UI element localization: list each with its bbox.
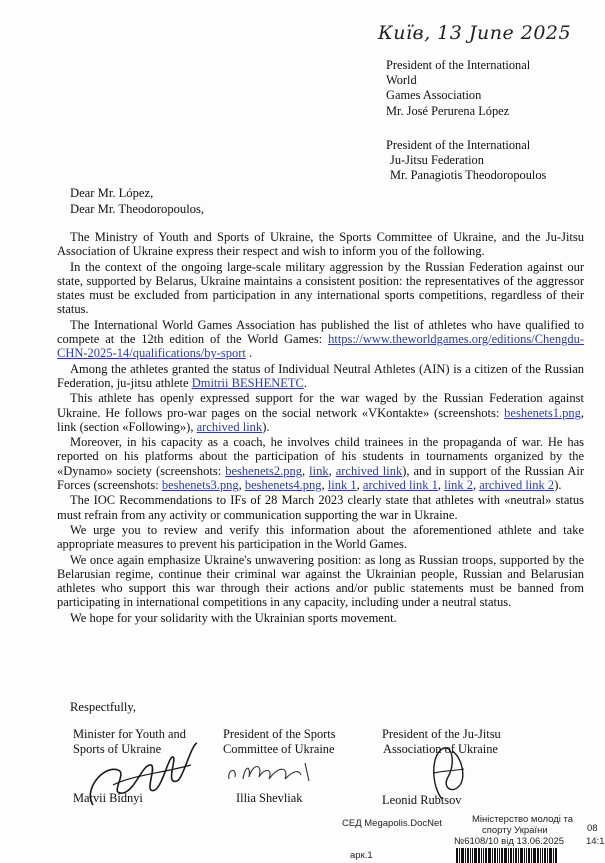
sheet-number: арк.1: [350, 850, 373, 861]
signatory-title: President of the Sports: [223, 727, 336, 741]
closing: Respectfully,: [70, 700, 136, 714]
paragraph: [57, 435, 584, 492]
paragraph: We hope for your solidarity with the Ukrainian sports movement.: [70, 610, 397, 625]
separator: ,: [472, 478, 477, 493]
salutation: [70, 186, 204, 217]
paragraph-text: The International World Games Association has published the list of athletes who have qualified to compete at the 12th edition of the World Games:: [57, 317, 584, 347]
salutation-line: Dear Mr. López,: [70, 186, 154, 200]
separator: ,: [437, 478, 441, 493]
recipient-line: President of the International: [386, 138, 531, 152]
paragraph-text: Among the athletes granted the status of Individual Neutral Athletes (AIN) is a citizen of the Russian Federation, ju-jitsu athlete: [57, 361, 584, 390]
athlete-profile-link[interactable]: Dmitrii BESHENETC: [191, 375, 304, 390]
signatory-title: Committee of Ukraine: [223, 742, 335, 756]
separator: ,: [356, 478, 360, 493]
stamp-line: спорту України: [482, 825, 548, 836]
paragraph: The IOC Recommendations to IFs of 28 March 2023 clearly state that athletes with «neutral» status must refrain from any activity or communication supporting the war in Ukraine.: [57, 493, 584, 522]
recipient-line: Ju-Jitsu Federation: [390, 153, 484, 168]
separator: ,: [328, 463, 332, 478]
archived-link[interactable]: archived link: [335, 463, 403, 478]
separator: ,: [238, 478, 242, 493]
paragraph-text: This athlete has openly expressed support for the war waged by the Russian Federation against Ukraine. He follows pro-war pages on the social network «VKontakte» (screenshots:: [57, 391, 584, 420]
stamp-line: №6108/10 від 13.06.2025: [454, 836, 565, 847]
archived-link[interactable]: archived link: [196, 419, 263, 434]
signatory-title: President of the Ju-Jitsu: [382, 727, 501, 741]
paragraph-text: ).: [554, 478, 562, 493]
paragraph-text: ), and in support of the Russian Air Forces (screenshots:: [57, 463, 585, 493]
signature-committee-icon: [223, 757, 333, 787]
recipient-block-iwga: [386, 58, 530, 119]
signatory-title: Minister for Youth and: [73, 727, 186, 741]
paragraph: [57, 391, 584, 434]
signatory-name: Leonid Rubtsov: [382, 793, 462, 807]
paragraph: We once again emphasize Ukraine's unwavering position: as long as Russian troops, supported by the Belarusian regime, continue their criminal war against the Ukrainian people, Russian and Belarusian athletes who support this war through their actions and/or public statements must be banned from participating in international competitions in any capacity, including under a neutral status.: [57, 552, 584, 610]
world-games-qualifications-link[interactable]: https://www.theworldgames.org/editions/Chengdu-CHN-2025-14/qualifications/by-sport: [57, 332, 584, 361]
screenshot-link[interactable]: beshenets2.png: [225, 463, 302, 478]
paragraph: We urge you to review and verify this information about the aforementioned athlete and take appropriate measures to prevent his participation in the World Games.: [57, 522, 584, 552]
doc-system-label: СЕД Megapolis.DocNet: [342, 818, 442, 829]
signatory-minister: [73, 727, 223, 827]
paragraph: In the context of the ongoing large-scale military aggression by the Russian Federation against our state, supported by Belarus, Ukraine maintains a consistent position: the representatives of the aggressor states must be excluded from participation in any international sports competitions, regardless of their status.: [57, 259, 584, 317]
separator: ,: [301, 463, 306, 478]
screenshot-link[interactable]: beshenets4.png: [244, 478, 322, 493]
source-link[interactable]: link: [309, 463, 329, 478]
paragraph-text: .: [249, 346, 253, 361]
separator: ,: [321, 478, 325, 493]
archived-link[interactable]: archived link 1: [362, 478, 438, 493]
recipient-line: World: [386, 73, 417, 88]
archived-link[interactable]: archived link 2: [479, 478, 555, 493]
recipient-block-jjif: [386, 138, 546, 184]
recipient-line: Mr. Panagiotis Theodoropoulos: [390, 168, 547, 183]
paragraph: The Ministry of Youth and Sports of Ukraine, the Sports Committee of Ukraine, and the Ju-Jitsu Association of Ukraine express their respect and wish to inform you of the following.: [57, 230, 584, 259]
handwritten-date: Київ, 13 June 2025: [378, 22, 572, 44]
screenshot-link[interactable]: beshenets1.png: [504, 405, 581, 420]
recipient-line: Games Association: [386, 88, 482, 103]
signatory-title: Association of Ukraine: [383, 742, 498, 756]
stamp-code: 14:1: [586, 836, 605, 847]
signatory-sports-committee: [223, 727, 373, 827]
registration-stamp: [454, 814, 574, 847]
signatory-name: Illia Shevliak: [236, 791, 303, 805]
salutation-line: Dear Mr. Theodoropoulos,: [70, 201, 205, 216]
recipient-line: Mr. José Perurena López: [386, 103, 510, 118]
screenshot-link[interactable]: beshenets3.png: [161, 478, 239, 493]
paragraph: [57, 318, 584, 361]
paragraph-text: Moreover, in his capacity as a coach, he involves child trainees in the propaganda of war. He has reported on his platforms about the participation of his students in tournaments organized by the «Dynamo» society (screenshots:: [57, 435, 584, 478]
signatory-name: Matvii Bidnyi: [73, 791, 143, 805]
paragraph-text: , link (section «Following»),: [57, 405, 585, 434]
signatory-title: Sports of Ukraine: [73, 742, 162, 756]
paragraph-text: .: [303, 375, 307, 390]
paragraph-text: ).: [262, 419, 270, 434]
source-link[interactable]: link 1: [327, 478, 357, 493]
paragraph: [57, 362, 584, 391]
signatory-jujitsu-association: [382, 727, 532, 827]
letter-body: [57, 230, 584, 626]
barcode-icon: [456, 848, 582, 863]
source-link[interactable]: link 2: [444, 478, 473, 493]
recipient-line: President of the International: [386, 58, 531, 72]
stamp-code: 08: [587, 823, 598, 834]
stamp-line: Міністерство молоді та: [472, 814, 574, 825]
